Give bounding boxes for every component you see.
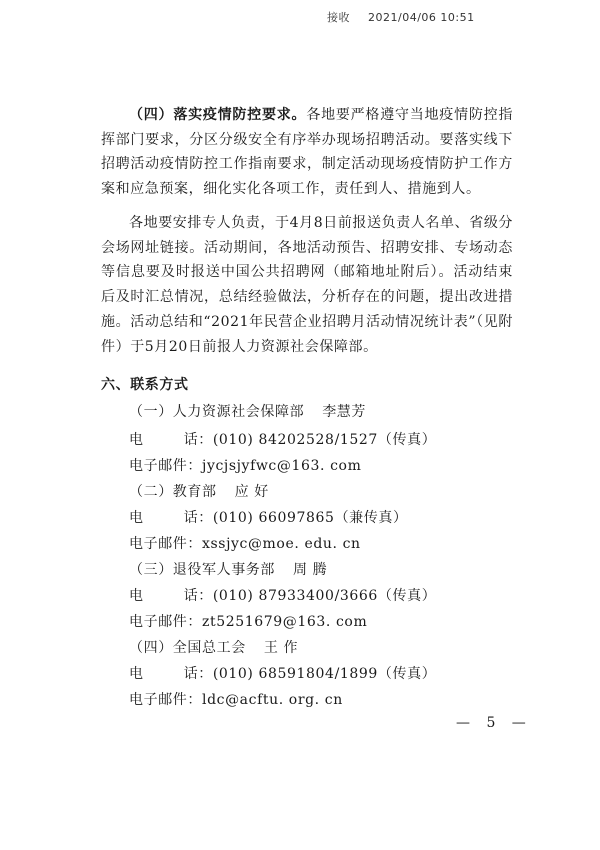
phone-label: 电 — [129, 588, 144, 604]
paragraph-body: 各地要严格遵守当地疫情防控指挥部门要求，分区分级安全有序举办现场招聘活动。要落实线下招聘活动疫情防控工作指南要求，制定活动现场疫情防护工作方案和应急预案，细化实化各项工作，责任到人、措施到人。 — [101, 107, 513, 198]
contact-phone-line — [129, 429, 436, 449]
contact-phone-line — [129, 507, 408, 527]
contact-phone-line — [129, 585, 436, 605]
contact-email: ldc@acftu. org. cn — [202, 692, 343, 708]
phone-label: 电 — [129, 666, 144, 682]
contact-person: 李慧芳 — [322, 404, 367, 420]
contact-org-line — [129, 401, 366, 421]
contact-org-line — [129, 637, 298, 657]
contact-org: （四）全国总工会 — [129, 640, 246, 656]
contact-email: jycjsjyfwc@163. com — [202, 458, 362, 474]
contact-person: 王 作 — [263, 640, 299, 656]
email-label: 电子邮件： — [129, 536, 202, 552]
section-heading: 六、联系方式 — [101, 377, 189, 393]
contact-person: 周 腾 — [293, 562, 328, 578]
contact-person: 应 好 — [234, 484, 269, 500]
email-label: 电子邮件： — [129, 458, 202, 474]
contact-email-line — [129, 689, 343, 709]
contact-org-line — [129, 481, 269, 501]
phone-label: 电 — [129, 510, 144, 526]
email-label: 电子邮件： — [129, 614, 202, 630]
phone-label-2: 话： — [183, 432, 213, 448]
contact-email: xssjyc@moe. edu. cn — [202, 536, 361, 552]
contact-phone: (010) 68591804/1899（传真） — [212, 666, 437, 682]
contact-email: zt5251679@163. com — [202, 614, 368, 630]
phone-label-2: 话： — [183, 666, 213, 682]
contact-email-line — [129, 533, 361, 553]
phone-label-2: 话： — [183, 588, 213, 604]
contact-phone: (010) 84202528/1527（传真） — [212, 432, 437, 448]
paragraph-reporting: 各地要安排专人负责，于4月8日前报送负责人名单、省级分会场网址链接。活动期间，各地活动预告、招聘安排、专场动态等信息要及时报送中国公共招聘网（邮箱地址附后）。活动结束后及时汇总情况，总结经验做法，分析存在的问题，提出改进措施。活动总结和“2021年民营企业招聘月活动情况统计表”（见附件）于5月20日前报人力资源社会保障部。 — [101, 215, 514, 355]
email-label: 电子邮件： — [129, 692, 202, 708]
phone-label: 电 — [129, 432, 144, 448]
contact-phone: (010) 66097865（兼传真） — [212, 510, 408, 526]
contact-org: （三）退役军人事务部 — [129, 562, 275, 578]
stamp-label: 接收 — [327, 11, 350, 24]
contact-org: （一）人力资源社会保障部 — [129, 404, 305, 420]
contact-email-line — [129, 455, 361, 475]
page-number: — 5 — — [456, 715, 532, 731]
contact-org-line — [129, 559, 327, 579]
contact-email-line — [129, 611, 367, 631]
stamp-datetime: 2021/04/06 10:51 — [368, 11, 475, 24]
contact-phone-line — [129, 663, 436, 683]
paragraph-epidemic-control — [101, 103, 513, 202]
phone-label-2: 话： — [183, 510, 213, 526]
paragraph-lead: （四）落实疫情防控要求。 — [129, 107, 307, 123]
contact-phone: (010) 87933400/3666（传真） — [212, 588, 437, 604]
receipt-stamp — [327, 9, 475, 25]
contact-org: （二）教育部 — [129, 484, 217, 500]
